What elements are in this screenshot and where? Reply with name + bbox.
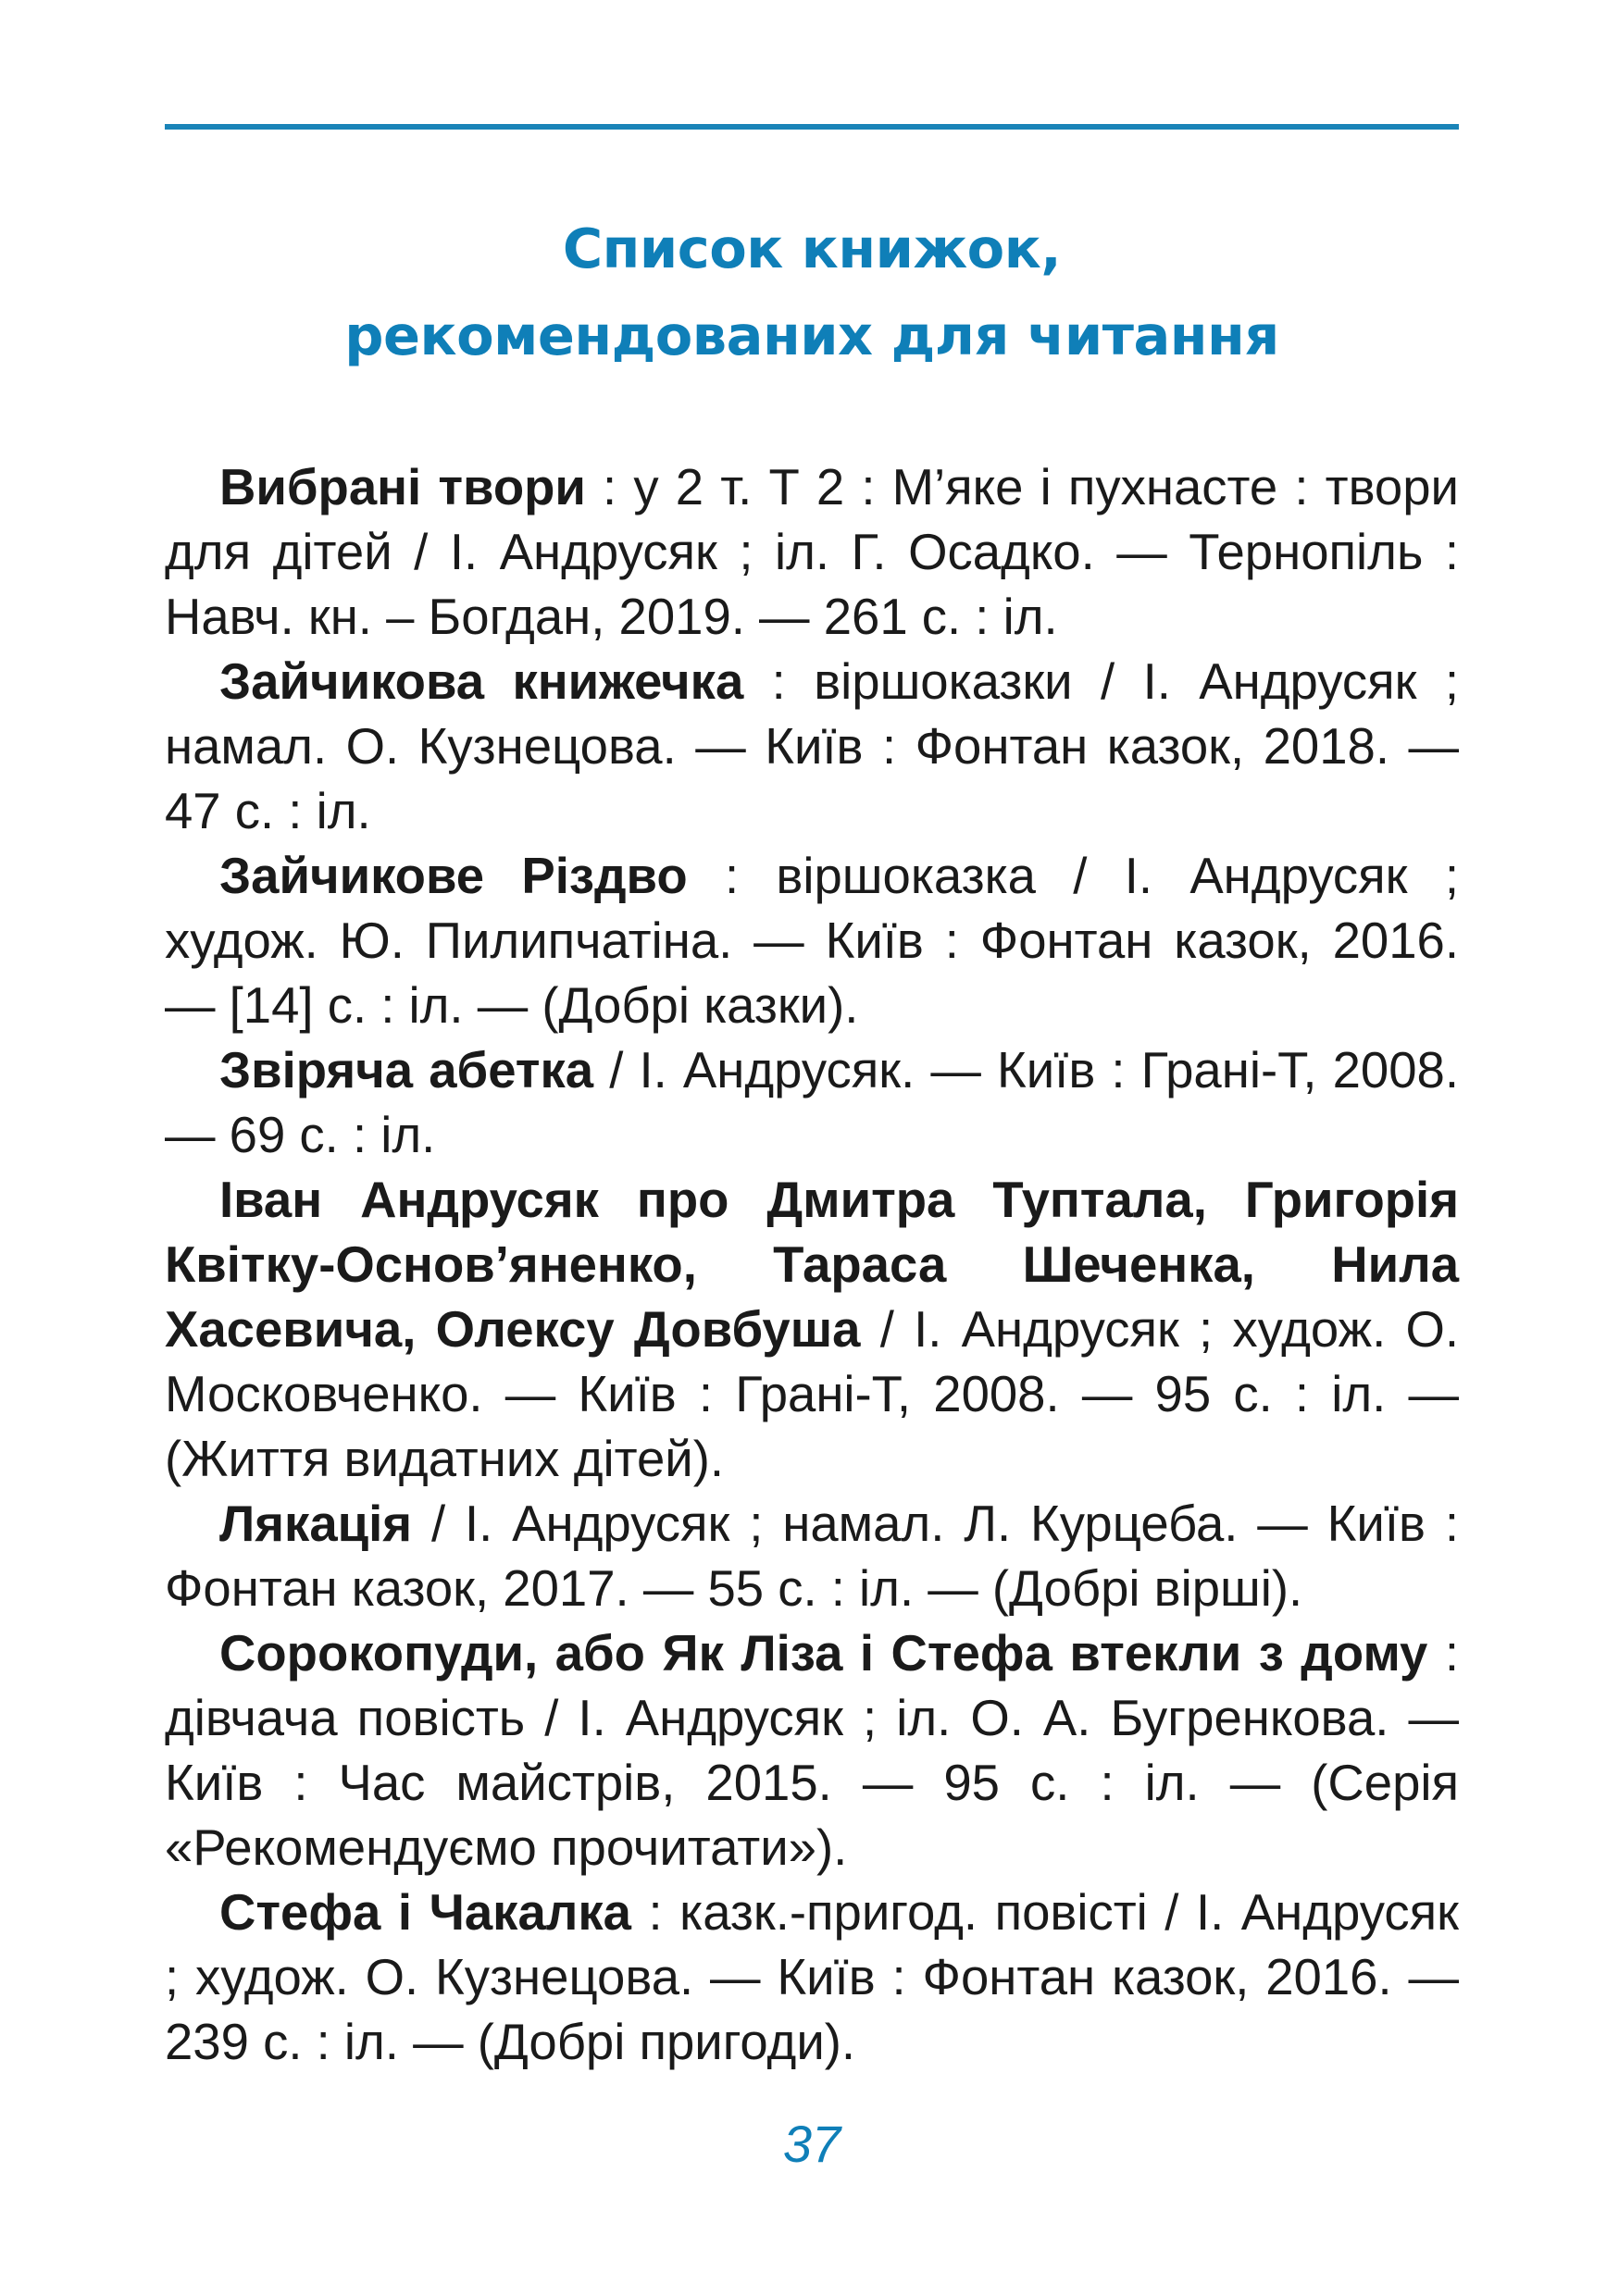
book-list bbox=[165, 455, 1459, 2075]
book-details: : дівчача повість / І. Андрусяк ; іл. О. А. Бугренкова. — Київ : Час майстрів, 2015. — 95 с. : іл. — (Серія «Рекомендуємо прочитати»). bbox=[165, 1625, 1459, 1876]
book-details: : віршоказка / І. Андрусяк ; худож. Ю. Пилипчатіна. — Київ : Фонтан казок, 2016. — [14] с. : іл. — (Добрі казки). bbox=[165, 848, 1459, 1034]
book-entry-3 bbox=[165, 844, 1459, 1038]
book-entry-6 bbox=[165, 1492, 1459, 1621]
book-entry-4 bbox=[165, 1038, 1459, 1168]
book-details: / І. Андрусяк. — Київ : Грані-Т, 2008. — 69 с. : іл. bbox=[165, 1042, 1459, 1163]
book-title: Вибрані твори bbox=[219, 459, 586, 515]
book-title: Сорокопуди, або Як Ліза і Стефа втекли з дому bbox=[219, 1625, 1428, 1682]
book-title: Зайчикове Різдво bbox=[219, 848, 688, 904]
book-entry-2 bbox=[165, 650, 1459, 844]
book-details: : віршоказки / І. Андрусяк ; намал. О. Кузнецова. — Київ : Фонтан казок, 2018. — 47 с. : іл. bbox=[165, 653, 1459, 839]
book-entry-1 bbox=[165, 455, 1459, 650]
book-title: Стефа і Чакалка bbox=[219, 1884, 631, 1941]
book-title: Зайчикова книжечка bbox=[219, 653, 744, 710]
book-entry-8 bbox=[165, 1880, 1459, 2075]
book-title: Лякація bbox=[219, 1496, 413, 1552]
book-entry-5 bbox=[165, 1168, 1459, 1492]
page-number: 37 bbox=[782, 2115, 841, 2173]
book-details: / І. Андрусяк ; худож. О. Московченко. — Київ : Грані-Т, 2008. — 95 с. : іл. — (Життя видатних дітей). bbox=[165, 1301, 1459, 1487]
book-entry-7 bbox=[165, 1621, 1459, 1880]
page-title bbox=[165, 205, 1459, 379]
title-line-2: рекомендованих для читання bbox=[344, 304, 1279, 367]
top-divider bbox=[165, 124, 1459, 130]
book-title: Звіряча абетка bbox=[219, 1042, 594, 1098]
book-details: : у 2 т. Т 2 : М’яке і пухнасте : твори для дітей / І. Андрусяк ; іл. Г. Осадко. — Тернопіль : Навч. кн. – Богдан, 2019. — 261 с. : іл. bbox=[165, 459, 1459, 645]
book-details: : казк.-пригод. повісті / І. Андрусяк ; худож. О. Кузнецова. — Київ : Фонтан казок, 2016. — 239 с. : іл. — (Добрі пригоди). bbox=[165, 1884, 1459, 2070]
book-details: / І. Андрусяк ; намал. Л. Курцеба. — Київ : Фонтан казок, 2017. — 55 с. : іл. — (Добрі вірші). bbox=[165, 1496, 1459, 1617]
book-title: Іван Андрусяк про Дмитра Туптала, Григорія Квітку-Основ’яненко, Тараса Шеченка, Нила Хасевича, Олексу Довбуша bbox=[165, 1172, 1459, 1358]
title-line-1: Список книжок, bbox=[562, 217, 1062, 280]
